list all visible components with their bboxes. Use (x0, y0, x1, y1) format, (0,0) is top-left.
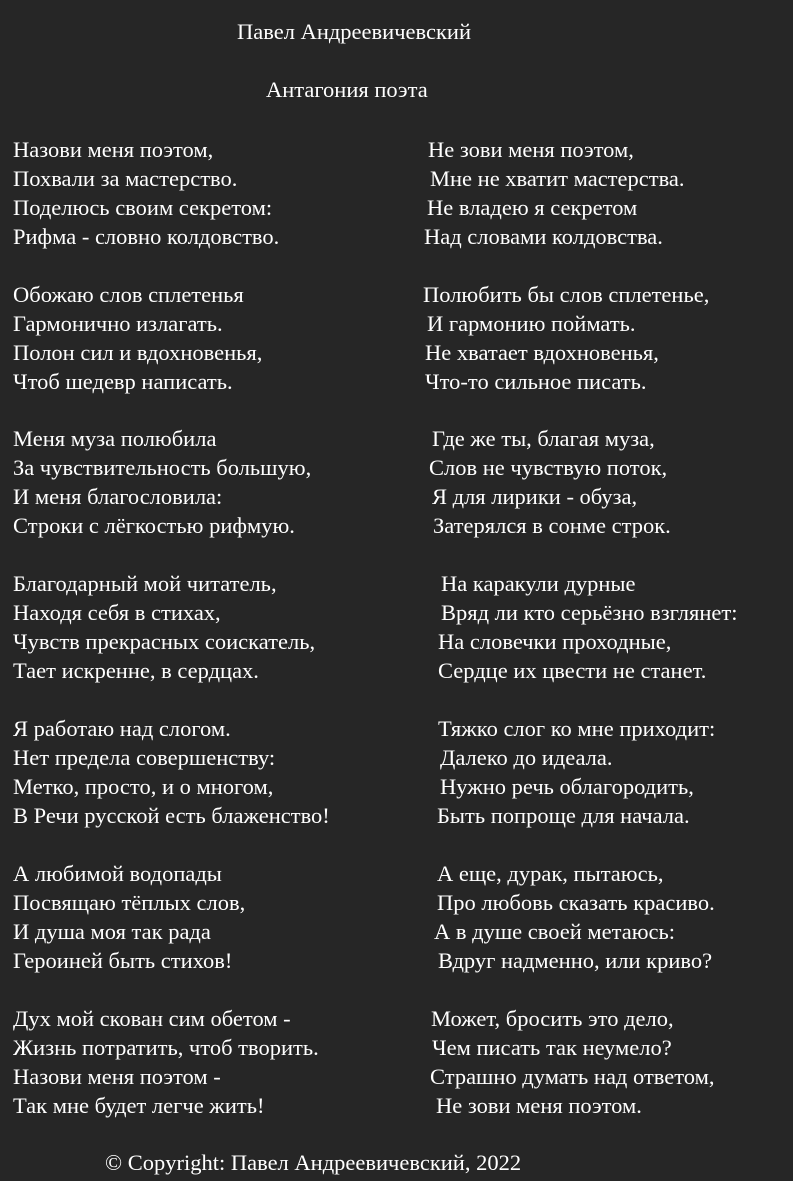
right-verse-line: Вдруг надменно, или криво? (438, 948, 713, 973)
right-verse-line: Я для лирики - обуза, (432, 484, 638, 509)
copyright-notice: © Copyright: Павел Андреевичевский, 2022 (105, 1150, 522, 1175)
stanza (0, 569, 793, 685)
left-verse-line: Жизнь потратить, чтоб творить. (13, 1035, 319, 1060)
right-verse-line: Страшно думать над ответом, (430, 1064, 715, 1089)
left-verse-line: Назови меня поэтом - (13, 1064, 221, 1089)
left-verse-line: За чувствительность большую, (13, 455, 312, 480)
left-verse-line: Обожаю слов сплетенья (13, 282, 244, 307)
right-verse-line: Затерялся в сонме строк. (433, 513, 671, 538)
stanza (0, 135, 793, 251)
right-verse-line: Не владею я секретом (427, 195, 638, 220)
left-verse-line: Героиней быть стихов! (13, 948, 233, 973)
left-verse-line: Гармонично излагать. (13, 311, 223, 336)
left-verse-line: Похвали за мастерство. (13, 166, 238, 191)
right-verse-line: Полюбить бы слов сплетенье, (423, 282, 710, 307)
left-verse-line: Чтоб шедевр написать. (13, 369, 233, 394)
left-verse-line: Меня муза полюбила (13, 426, 217, 451)
left-verse-line: Посвящаю тёплых слов, (13, 890, 246, 915)
right-verse-line: Над словами колдовства. (424, 224, 663, 249)
left-verse-line: Нет предела совершенству: (13, 745, 276, 770)
right-verse-line: Вряд ли кто серьёзно взглянет: (441, 600, 738, 625)
right-verse-line: Слов не чувствую поток, (429, 455, 668, 480)
left-verse-line: Рифма - словно колдовство. (13, 224, 280, 249)
left-verse-line: Метко, просто, и о многом, (13, 774, 274, 799)
left-verse-line: В Речи русской есть блаженство! (13, 803, 330, 828)
right-verse-line: А в душе своей метаюсь: (434, 919, 676, 944)
right-verse-line: Мне не хватит мастерства. (430, 166, 685, 191)
poem-author: Павел Андреевичевский (237, 19, 471, 44)
stanza (0, 280, 793, 396)
left-verse-line: И меня благословила: (13, 484, 223, 509)
right-verse-line: Далеко до идеала. (440, 745, 613, 770)
right-verse-line: Быть попроще для начала. (437, 803, 690, 828)
left-verse-line: Тает искренне, в сердцах. (13, 658, 259, 683)
left-verse-line: Находя себя в стихах, (13, 600, 221, 625)
right-verse-line: Не зови меня поэтом, (428, 137, 634, 162)
stanza (0, 424, 793, 540)
right-verse-line: Тяжко слог ко мне приходит: (438, 716, 716, 741)
stanza (0, 859, 793, 975)
left-verse-line: Строки с лёгкостью рифмую. (13, 513, 295, 538)
right-verse-line: Сердце их цвести не станет. (438, 658, 707, 683)
stanza (0, 1004, 793, 1120)
left-verse-line: Назови меня поэтом, (13, 137, 214, 162)
left-verse-line: Чувств прекрасных соискатель, (13, 629, 316, 654)
right-verse-line: Нужно речь облагородить, (440, 774, 694, 799)
left-verse-line: Так мне будет легче жить! (13, 1093, 265, 1118)
right-verse-line: И гармонию поймать. (427, 311, 636, 336)
poem-title: Антагония поэта (266, 77, 428, 102)
left-verse-line: Я работаю над слогом. (13, 716, 231, 741)
left-verse-line: Дух мой скован сим обетом - (13, 1006, 291, 1031)
right-verse-line: Чем писать так неумело? (432, 1035, 672, 1060)
right-verse-line: На словечки проходные, (438, 629, 672, 654)
right-verse-line: Не хватает вдохновенья, (425, 340, 659, 365)
left-verse-line: Поделюсь своим секретом: (13, 195, 273, 220)
right-verse-line: Может, бросить это дело, (431, 1006, 674, 1031)
right-verse-line: На каракули дурные (441, 571, 636, 596)
right-verse-line: Где же ты, благая муза, (432, 426, 655, 451)
right-verse-line: А еще, дурак, пытаюсь, (437, 861, 664, 886)
right-verse-line: Что-то сильное писать. (425, 369, 647, 394)
left-verse-line: А любимой водопады (13, 861, 222, 886)
left-verse-line: И душа моя так рада (13, 919, 211, 944)
right-verse-line: Про любовь сказать красиво. (437, 890, 715, 915)
left-verse-line: Благодарный мой читатель, (13, 571, 277, 596)
stanza (0, 714, 793, 830)
left-verse-line: Полон сил и вдохновенья, (13, 340, 263, 365)
right-verse-line: Не зови меня поэтом. (436, 1093, 642, 1118)
